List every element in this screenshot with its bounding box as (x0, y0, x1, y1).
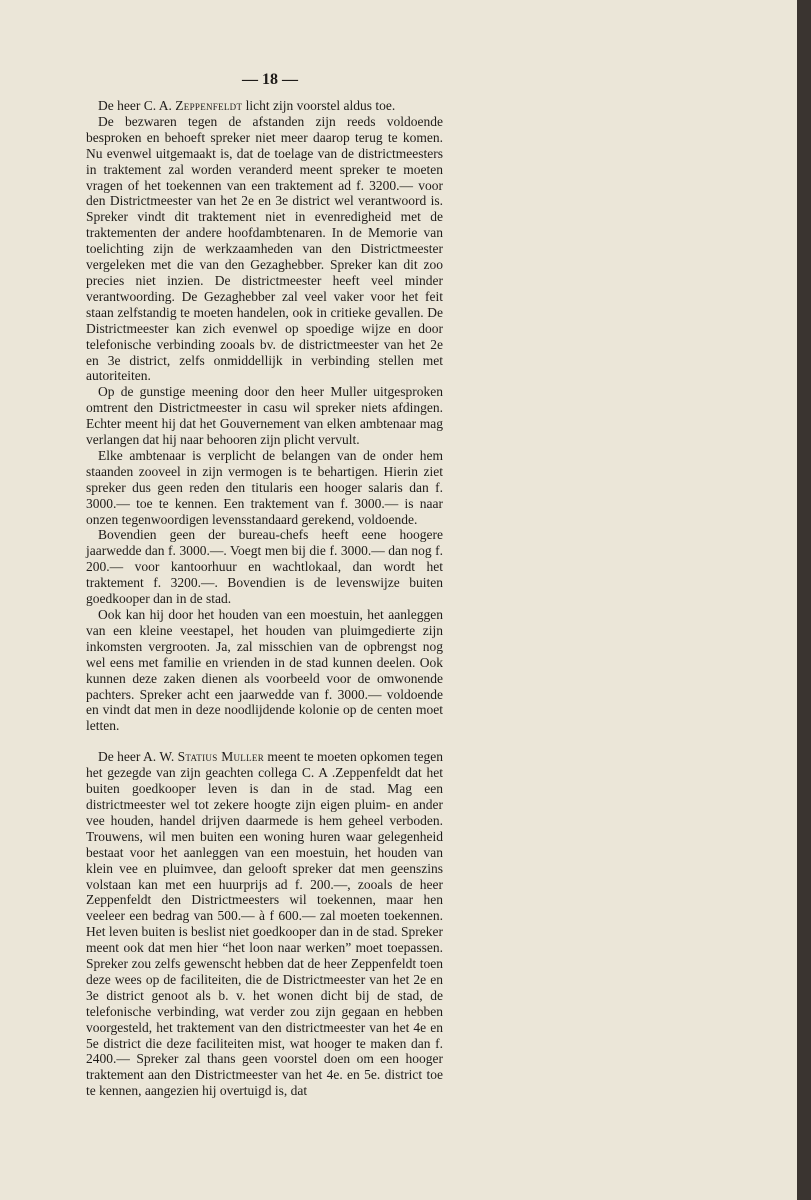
paragraph (86, 749, 443, 1099)
speaker-name: Zeppenfeldt (175, 98, 243, 113)
paragraph: Bovendien geen der bureau-chefs heeft eene hoogere jaarwedde dan f. 3000.—. Voegt men bij die f. 3000.— dan nog f. 200.— voor kantoorhuur en wachtlokaal, dan wordt het traktement f. 3200.—. Bovendien is de levenswijze buiten goedkooper dan in de stad. (86, 527, 443, 607)
paragraph: Op de gunstige meening door den heer Muller uitgesproken omtrent den Districtmeester in casu wil spreker niets afdingen. Echter meent hij dat het Gouvernement van elken ambtenaar mag verlangen dat hij naar behooren zijn plicht vervult. (86, 384, 443, 448)
paragraph-text: licht zijn voorstel aldus toe. (242, 98, 396, 113)
paragraph-lead: De heer C. A. (98, 98, 176, 113)
paragraph: De bezwaren tegen de afstanden zijn reeds voldoende besproken en behoeft spreker niet meer daarop terug te komen. Nu evenwel uitgemaakt is, dat de toelage van de districtmeesters in traktement zal worden veranderd meent spreker te moeten vragen of het toekennen van een traktement ad f. 3200.— voor den Districtmeester van het 2e en 3e district wel verantwoord is. Spreker vindt dit traktement niet in evenredigheid met de traktementen der andere hoofdambtenaren. In de Memorie van toelichting zijn de werkzaamheden van den Districtmeester vergeleken met die van den Gezaghebber. Spreker kan dit zoo precies niet inzien. De districtmeester heeft veel minder verantwoording. De Gezaghebber zal veel vaker voor het feit staan zelfstandig te moeten handelen, ook in critieke gevallen. De Districtmeester kan zich evenwel op spoedige wijze en door telefonische verbinding zooals bv. de districtmeester van het 2e en 3e district, zelfs onmiddellijk in verbinding stellen met autoriteiten. (86, 113, 443, 384)
body-text (86, 98, 443, 1099)
page-edge (797, 0, 811, 1200)
paragraph: Ook kan hij door het houden van een moestuin, het aanleggen van een kleine veestapel, het houden van pluimgedierte zijn inkomsten vergrooten. Ja, zal misschien van de opbrengst nog wel eens met familie en vrienden in de stad kunnen deelen. Ook kunnen deze zaken dienen als voorbeeld voor de omwonende pachters. Spreker acht een jaarwedde van f. 3000.— voldoende en vindt dat men in deze noodlijdende kolonie op de centen moet letten. (86, 607, 443, 734)
speaker-name: Statius Muller (177, 749, 265, 765)
paragraph (86, 98, 443, 114)
page-number: — 18 — (242, 71, 298, 88)
paragraph: Elke ambtenaar is verplicht de belangen van de onder hem staanden zooveel in zijn vermogen is te behartigen. Hierin ziet spreker dus geen reden den titularis een hooger salaris dan f. 3000.— toe te kennen. Een traktement van f. 3000.— is naar onzen tegenwoordigen levensstandaard gerekend, voldoende. (86, 447, 443, 527)
paragraph-text: meent te moeten opkomen tegen het gezegde van zijn geachten collega C. A .Zeppenfeldt dat het buiten goedkooper leven is dan in de stad. Mag een districtmeester wel tot zekere hoogte zijn eigen pluim- en ander vee houden, handel drijven daarmede is hem geheel verboden. Trouwens, wil men buiten een woning huren waar gelegenheid bestaat voor het aanleggen van een moestuin, het houden van klein vee en pluimvee, dan gelooft spreker dat men geenszins volstaan kan met een huurprijs ad f. 200.—, zooals de heer Zeppenfeldt den Districtmeesters wil toekennen, maar hen veeleer een bedrag van 500.— à f 600.— zal moeten toekennen. Het leven buiten is beslist niet goedkooper dan in de stad. Spreker meent ook dat men hier “het loon naar werken” moet toepassen. Spreker zou zelfs gewenscht hebben dat de heer Zeppenfeldt toen deze wees op de faciliteiten, die de Districtmeester van het 2e en 3e district genoot als b. v. het wonen dicht bij de stad, de telefonische verbinding, wat verder zou zijn gegaan en hebben voorgesteld, het traktement van den districtmeester van het 4e en 5e district die deze faciliteiten mist, wat hooger te maken dan f. 2400.— Spreker zal thans geen voorstel doen om een hooger traktement aan den Districtmeester van het 4e. en 5e. district toe te kennen, aangezien hij overtuigd is, dat (86, 749, 443, 1099)
paragraph-lead: De heer A. W. (98, 749, 178, 765)
